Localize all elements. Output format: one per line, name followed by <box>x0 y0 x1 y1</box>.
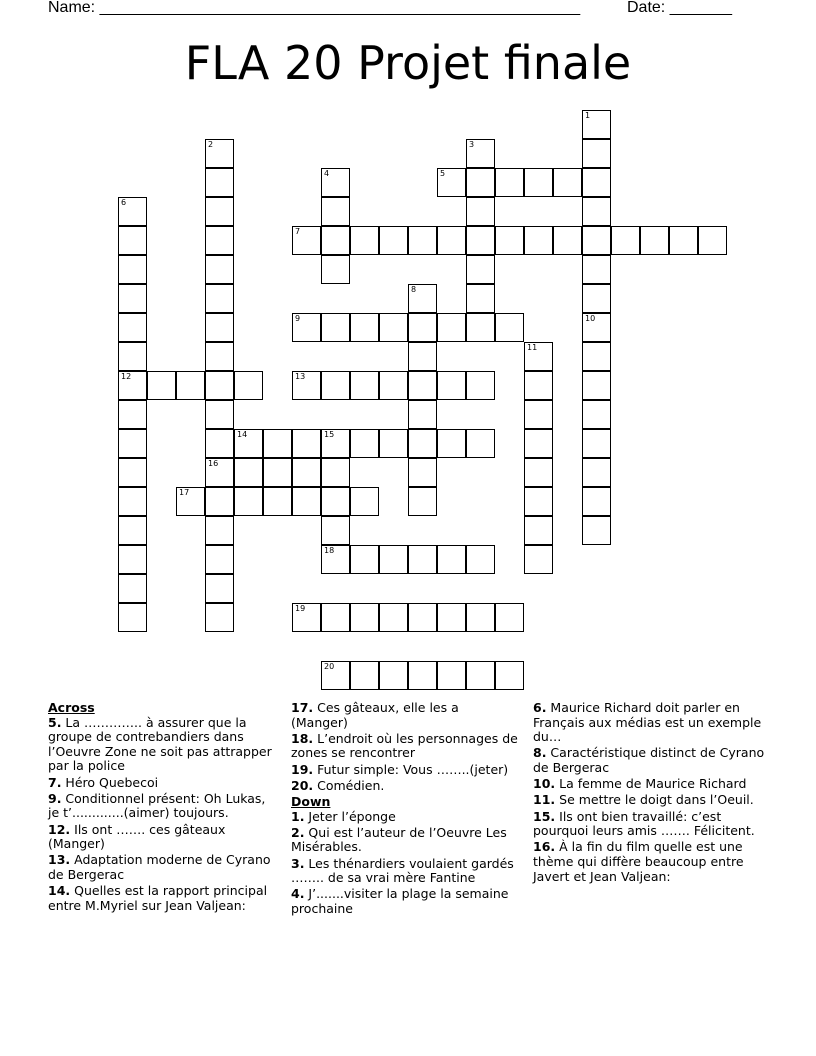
clue-number: 6 <box>121 198 127 207</box>
clue-number: 15 <box>324 430 335 439</box>
grid-cell[interactable] <box>495 603 524 632</box>
grid-cell[interactable] <box>118 458 147 487</box>
clues-column-2 <box>291 701 519 918</box>
grid-cell[interactable] <box>292 226 321 255</box>
clue-item <box>533 840 765 884</box>
grid-cell[interactable] <box>466 429 495 458</box>
grid-cell[interactable] <box>524 226 553 255</box>
grid-cell[interactable] <box>205 429 234 458</box>
grid-cell[interactable] <box>495 661 524 690</box>
grid-cell[interactable] <box>118 226 147 255</box>
grid-cell[interactable] <box>205 603 234 632</box>
grid-cell[interactable] <box>118 603 147 632</box>
clue-item <box>291 810 519 825</box>
grid-cell[interactable] <box>118 342 147 371</box>
grid-cell[interactable] <box>408 603 437 632</box>
clue-number-label: 11. <box>533 792 556 808</box>
grid-cell[interactable] <box>408 429 437 458</box>
grid-cell[interactable] <box>495 226 524 255</box>
grid-cell[interactable] <box>321 313 350 342</box>
grid-cell[interactable] <box>321 168 350 197</box>
clue-number: 14 <box>237 430 248 439</box>
grid-cell[interactable] <box>379 603 408 632</box>
grid-cell[interactable] <box>350 487 379 516</box>
clue-item <box>533 793 765 808</box>
grid-cell[interactable] <box>408 313 437 342</box>
across-clue-list-continued <box>291 701 519 793</box>
grid-cell[interactable] <box>466 255 495 284</box>
clue-number-label: 15. <box>533 808 556 824</box>
grid-cell[interactable] <box>582 226 611 255</box>
clue-item <box>48 823 278 852</box>
clue-number-label: 12. <box>48 821 71 837</box>
clue-number: 1 <box>585 111 591 120</box>
clues-column-3 <box>533 701 765 886</box>
grid-cell[interactable] <box>437 429 466 458</box>
name-field-label[interactable]: Name: ______________________________________________________ <box>48 0 581 16</box>
grid-cell[interactable] <box>350 313 379 342</box>
clue-item <box>48 792 278 821</box>
grid-cell[interactable] <box>147 371 176 400</box>
clue-number: 2 <box>208 140 214 149</box>
grid-cell[interactable] <box>205 516 234 545</box>
grid-cell[interactable] <box>118 487 147 516</box>
clue-text: La ………….. à assurer que la groupe de contrebandiers dans l’Oeuvre Zone ne soit pas attrapper par la police <box>48 714 272 774</box>
grid-cell[interactable] <box>292 458 321 487</box>
clue-number: 17 <box>179 488 190 497</box>
clue-number-label: 7. <box>48 774 62 790</box>
clue-number-label: 1. <box>291 808 305 824</box>
grid-cell[interactable] <box>379 661 408 690</box>
grid-cell[interactable] <box>350 545 379 574</box>
grid-cell[interactable] <box>350 661 379 690</box>
grid-cell[interactable] <box>437 661 466 690</box>
grid-cell[interactable] <box>205 545 234 574</box>
grid-cell[interactable] <box>118 255 147 284</box>
clue-number-label: 6. <box>533 700 547 715</box>
grid-cell[interactable] <box>582 139 611 168</box>
clue-number-label: 18. <box>291 730 314 746</box>
grid-cell[interactable] <box>466 603 495 632</box>
clue-number: 5 <box>440 169 446 178</box>
grid-cell[interactable] <box>118 574 147 603</box>
grid-cell[interactable] <box>698 226 727 255</box>
clue-text: Caractéristique distinct de Cyrano de Bergerac <box>533 745 765 775</box>
grid-cell[interactable] <box>205 458 234 487</box>
grid-cell[interactable] <box>205 197 234 226</box>
grid-cell[interactable] <box>466 168 495 197</box>
grid-cell[interactable] <box>205 371 234 400</box>
clue-text: Ils ont ……. ces gâteaux (Manger) <box>48 821 226 852</box>
grid-cell[interactable] <box>495 313 524 342</box>
grid-cell[interactable] <box>408 342 437 371</box>
grid-cell[interactable] <box>408 371 437 400</box>
clue-item <box>533 701 765 745</box>
grid-cell[interactable] <box>350 371 379 400</box>
grid-cell[interactable] <box>205 168 234 197</box>
grid-cell[interactable] <box>234 429 263 458</box>
grid-cell[interactable] <box>118 284 147 313</box>
clue-number-label: 17. <box>291 700 314 715</box>
grid-cell[interactable] <box>321 603 350 632</box>
clue-text: Qui est l’auteur de l’Oeuvre Les Misérables. <box>291 824 507 855</box>
clue-item <box>48 776 278 791</box>
grid-cell[interactable] <box>379 226 408 255</box>
grid-cell[interactable] <box>408 661 437 690</box>
grid-cell[interactable] <box>408 284 437 313</box>
grid-cell[interactable] <box>263 487 292 516</box>
grid-cell[interactable] <box>408 487 437 516</box>
clue-item <box>291 701 519 730</box>
clue-text: Adaptation moderne de Cyrano de Bergerac <box>48 852 271 882</box>
clue-number-label: 4. <box>291 886 305 902</box>
grid-cell[interactable] <box>292 371 321 400</box>
grid-cell[interactable] <box>234 458 263 487</box>
grid-cell[interactable] <box>321 255 350 284</box>
clue-number: 12 <box>121 372 132 381</box>
grid-cell[interactable] <box>321 487 350 516</box>
grid-cell[interactable] <box>118 371 147 400</box>
grid-cell[interactable] <box>582 197 611 226</box>
clue-number-label: 5. <box>48 714 62 730</box>
grid-cell[interactable] <box>582 429 611 458</box>
date-field-label[interactable]: Date: _______ <box>627 0 732 16</box>
grid-cell[interactable] <box>524 371 553 400</box>
clue-number: 11 <box>527 343 538 352</box>
grid-cell[interactable] <box>408 226 437 255</box>
clue-text: Conditionnel présent: Oh Lukas, je t’.............(aimer) toujours. <box>48 790 266 821</box>
grid-cell[interactable] <box>582 487 611 516</box>
grid-cell[interactable] <box>263 429 292 458</box>
clue-item <box>291 826 519 855</box>
grid-cell[interactable] <box>437 313 466 342</box>
grid-cell[interactable] <box>321 197 350 226</box>
across-clue-list <box>48 716 278 914</box>
grid-cell[interactable] <box>205 400 234 429</box>
grid-cell[interactable] <box>379 545 408 574</box>
grid-cell[interactable] <box>524 400 553 429</box>
clue-number-label: 20. <box>291 777 314 793</box>
grid-cell[interactable] <box>176 487 205 516</box>
grid-cell[interactable] <box>350 603 379 632</box>
grid-cell[interactable] <box>205 487 234 516</box>
grid-cell[interactable] <box>466 545 495 574</box>
clue-number: 9 <box>295 314 301 323</box>
grid-cell[interactable] <box>582 255 611 284</box>
grid-cell[interactable] <box>321 545 350 574</box>
grid-cell[interactable] <box>118 545 147 574</box>
page-title: FLA 20 Projet finale <box>184 36 632 90</box>
grid-cell[interactable] <box>582 110 611 139</box>
clue-number: 10 <box>585 314 596 323</box>
clue-number-label: 3. <box>291 855 305 871</box>
grid-cell[interactable] <box>350 429 379 458</box>
clue-number: 20 <box>324 662 335 671</box>
clue-text: Comédien. <box>313 777 385 793</box>
clue-item <box>291 887 519 916</box>
grid-cell[interactable] <box>292 429 321 458</box>
clue-item <box>533 810 765 839</box>
grid-cell[interactable] <box>437 545 466 574</box>
grid-cell[interactable] <box>466 197 495 226</box>
clue-number: 4 <box>324 169 330 178</box>
grid-cell[interactable] <box>118 313 147 342</box>
clue-number: 16 <box>208 459 219 468</box>
grid-cell[interactable] <box>321 429 350 458</box>
grid-cell[interactable] <box>379 429 408 458</box>
clue-item <box>48 716 278 774</box>
clue-text: À la fin du film quelle est une thème qui diffère beaucoup entre Javert et Jean Valjean: <box>533 839 744 884</box>
grid-cell[interactable] <box>524 545 553 574</box>
grid-cell[interactable] <box>379 313 408 342</box>
grid-cell[interactable] <box>524 168 553 197</box>
grid-cell[interactable] <box>582 342 611 371</box>
grid-cell[interactable] <box>205 284 234 313</box>
clue-number-label: 2. <box>291 824 305 840</box>
clue-item <box>533 777 765 792</box>
grid-cell[interactable] <box>234 371 263 400</box>
grid-cell[interactable] <box>292 603 321 632</box>
grid-cell[interactable] <box>292 313 321 342</box>
grid-cell[interactable] <box>466 139 495 168</box>
clue-text: La femme de Maurice Richard <box>555 776 747 792</box>
down-clue-list <box>291 810 519 917</box>
grid-cell[interactable] <box>205 139 234 168</box>
clue-text: Ils ont bien travaillé: c’est pourquoi leurs amis ……. Félicitent. <box>533 808 755 839</box>
clue-text: Les thénardiers voulaient gardés …….. de sa vrai mère Fantine <box>291 855 514 886</box>
clue-text: Maurice Richard doit parler en Français aux médias est un exemple du… <box>533 700 762 745</box>
grid-cell[interactable] <box>524 342 553 371</box>
clue-number: 3 <box>469 140 475 149</box>
grid-cell[interactable] <box>524 458 553 487</box>
grid-cell[interactable] <box>408 545 437 574</box>
grid-cell[interactable] <box>205 255 234 284</box>
grid-cell[interactable] <box>553 168 582 197</box>
clue-text: J’.......visiter la plage la semaine prochaine <box>291 886 509 916</box>
grid-cell[interactable] <box>524 516 553 545</box>
clue-text: Ces gâteaux, elle les a (Manger) <box>291 700 459 730</box>
grid-cell[interactable] <box>321 371 350 400</box>
grid-cell[interactable] <box>640 226 669 255</box>
grid-cell[interactable] <box>408 400 437 429</box>
clue-number-label: 8. <box>533 745 547 761</box>
grid-cell[interactable] <box>263 458 292 487</box>
clue-text: Jeter l’éponge <box>304 808 396 824</box>
clue-number: 18 <box>324 546 335 555</box>
grid-cell[interactable] <box>321 661 350 690</box>
grid-cell[interactable] <box>321 516 350 545</box>
grid-cell[interactable] <box>553 226 582 255</box>
clue-text: Futur simple: Vous ……..(jeter) <box>313 761 509 777</box>
clue-item <box>48 853 278 882</box>
grid-cell[interactable] <box>524 487 553 516</box>
grid-cell[interactable] <box>466 284 495 313</box>
grid-cell[interactable] <box>205 574 234 603</box>
clue-text: Quelles est la rapport principal entre M.Myriel sur Jean Valjean: <box>48 883 268 913</box>
down-clue-list-continued <box>533 701 765 884</box>
grid-cell[interactable] <box>379 371 408 400</box>
grid-cell[interactable] <box>408 458 437 487</box>
grid-cell[interactable] <box>205 226 234 255</box>
clue-item <box>291 732 519 761</box>
grid-cell[interactable] <box>524 429 553 458</box>
grid-cell[interactable] <box>669 226 698 255</box>
grid-cell[interactable] <box>205 342 234 371</box>
grid-cell[interactable] <box>466 661 495 690</box>
grid-cell[interactable] <box>582 168 611 197</box>
clue-number-label: 14. <box>48 883 71 899</box>
grid-cell[interactable] <box>321 226 350 255</box>
clue-item <box>291 779 519 794</box>
clue-number-label: 19. <box>291 761 314 777</box>
grid-cell[interactable] <box>437 226 466 255</box>
grid-cell[interactable] <box>350 226 379 255</box>
clue-number-label: 9. <box>48 790 62 806</box>
grid-cell[interactable] <box>466 371 495 400</box>
grid-cell[interactable] <box>292 487 321 516</box>
grid-cell[interactable] <box>582 400 611 429</box>
grid-cell[interactable] <box>118 197 147 226</box>
grid-cell[interactable] <box>118 400 147 429</box>
clue-text: Se mettre le doigt dans l’Oeuil. <box>555 792 754 808</box>
clue-number: 8 <box>411 285 417 294</box>
grid-cell[interactable] <box>582 371 611 400</box>
clue-number: 19 <box>295 604 306 613</box>
clue-item <box>291 763 519 778</box>
clues-column-1 <box>48 701 278 915</box>
grid-cell[interactable] <box>466 226 495 255</box>
clue-item <box>291 857 519 886</box>
grid-cell[interactable] <box>437 168 466 197</box>
grid-cell[interactable] <box>582 516 611 545</box>
grid-cell[interactable] <box>205 313 234 342</box>
clue-number: 13 <box>295 372 306 381</box>
grid-cell[interactable] <box>118 516 147 545</box>
clue-text: L’endroit où les personnages de zones se rencontrer <box>291 730 518 761</box>
grid-cell[interactable] <box>118 429 147 458</box>
grid-cell[interactable] <box>611 226 640 255</box>
grid-cell[interactable] <box>582 284 611 313</box>
clue-number-label: 16. <box>533 839 556 855</box>
grid-cell[interactable] <box>466 313 495 342</box>
down-heading: Down <box>291 793 331 809</box>
grid-cell[interactable] <box>437 603 466 632</box>
clue-item <box>533 746 765 775</box>
clue-number: 7 <box>295 227 301 236</box>
clue-number-label: 13. <box>48 852 71 868</box>
grid-cell[interactable] <box>437 371 466 400</box>
clue-number-label: 10. <box>533 776 556 792</box>
grid-cell[interactable] <box>176 371 205 400</box>
across-heading: Across <box>48 700 95 715</box>
grid-cell[interactable] <box>582 458 611 487</box>
grid-cell[interactable] <box>234 487 263 516</box>
grid-cell[interactable] <box>582 313 611 342</box>
grid-cell[interactable] <box>495 168 524 197</box>
clue-text: Héro Quebecoi <box>61 774 159 790</box>
clue-item <box>48 884 278 913</box>
grid-cell[interactable] <box>321 458 350 487</box>
